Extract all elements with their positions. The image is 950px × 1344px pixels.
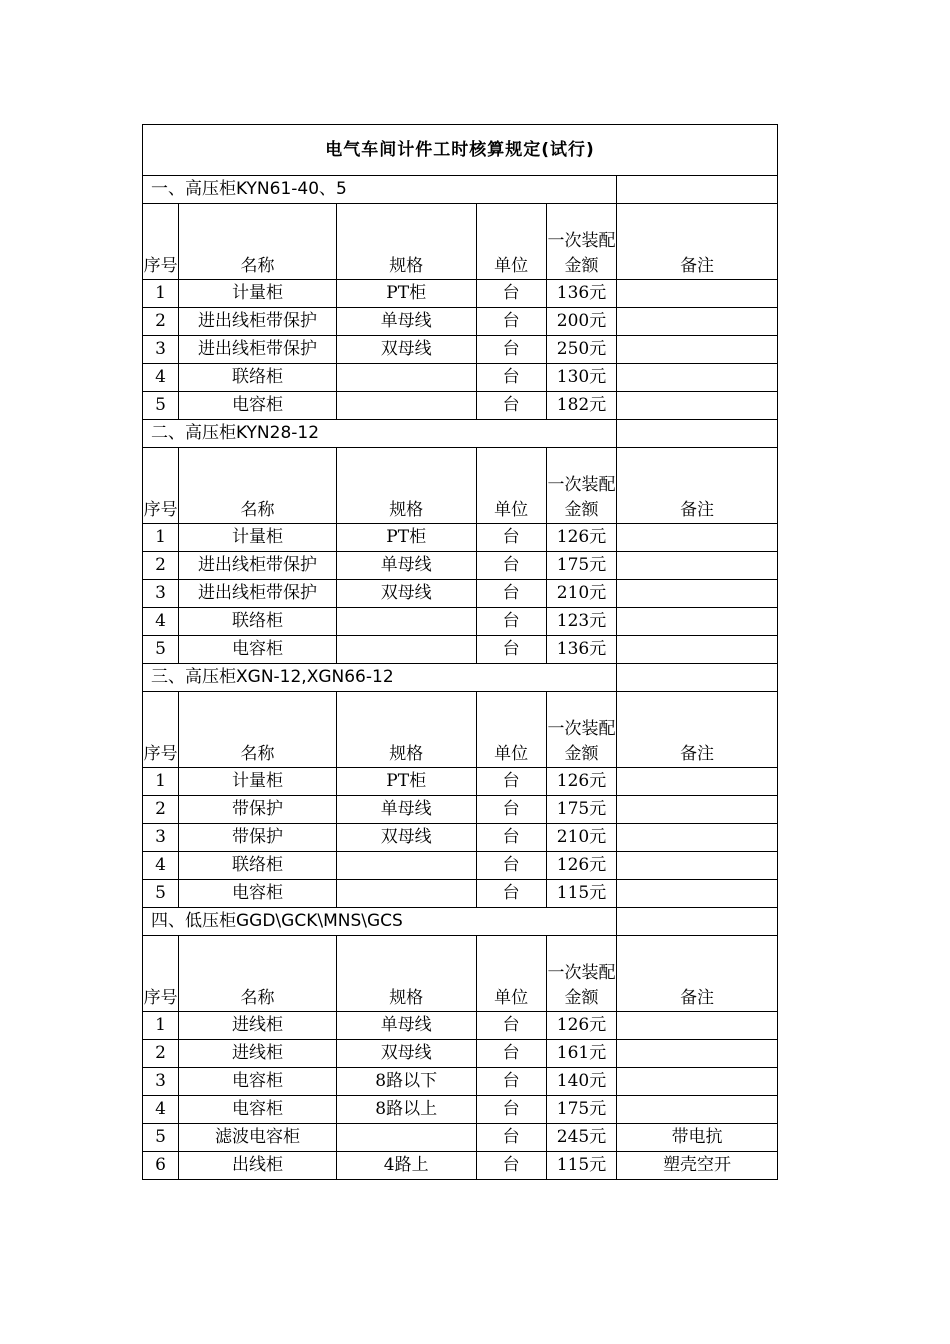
cell-unit: 台 bbox=[476, 336, 546, 364]
column-header-spec: 规格 bbox=[336, 204, 476, 280]
cell-seq: 2 bbox=[143, 1040, 179, 1068]
cell-seq: 2 bbox=[143, 308, 179, 336]
cell-seq: 5 bbox=[143, 636, 179, 664]
table-row bbox=[143, 824, 778, 852]
cell-spec: 双母线 bbox=[336, 580, 476, 608]
column-header-note: 备注 bbox=[617, 936, 778, 1012]
cell-seq: 4 bbox=[143, 1096, 179, 1124]
cell-unit: 台 bbox=[476, 1152, 546, 1180]
cell-note bbox=[617, 636, 778, 664]
table-row bbox=[143, 280, 778, 308]
cell-unit: 台 bbox=[476, 608, 546, 636]
cell-seq: 2 bbox=[143, 552, 179, 580]
table-row bbox=[143, 1012, 778, 1040]
cell-name: 计量柜 bbox=[179, 524, 337, 552]
cell-seq: 4 bbox=[143, 852, 179, 880]
title-row bbox=[143, 125, 778, 176]
cell-note bbox=[617, 336, 778, 364]
table-row bbox=[143, 768, 778, 796]
column-header-unit: 单位 bbox=[476, 448, 546, 524]
cell-name: 计量柜 bbox=[179, 768, 337, 796]
column-header-amount: 一次装配金额 bbox=[546, 204, 616, 280]
cell-name: 电容柜 bbox=[179, 636, 337, 664]
cell-spec: 双母线 bbox=[336, 1040, 476, 1068]
cell-unit: 台 bbox=[476, 1012, 546, 1040]
cell-amount: 115元 bbox=[546, 1152, 616, 1180]
table-row bbox=[143, 636, 778, 664]
cell-amount: 115元 bbox=[546, 880, 616, 908]
cell-note bbox=[617, 796, 778, 824]
column-header-name: 名称 bbox=[179, 204, 337, 280]
column-header-amount: 一次装配金额 bbox=[546, 448, 616, 524]
cell-spec: 单母线 bbox=[336, 1012, 476, 1040]
cell-name: 电容柜 bbox=[179, 880, 337, 908]
cell-name: 电容柜 bbox=[179, 1096, 337, 1124]
section-title: 一、高压柜KYN61-40、5 bbox=[143, 176, 617, 204]
cell-amount: 182元 bbox=[546, 392, 616, 420]
table-body bbox=[143, 125, 778, 1180]
cell-seq: 1 bbox=[143, 280, 179, 308]
column-header-unit: 单位 bbox=[476, 692, 546, 768]
column-header-unit: 单位 bbox=[476, 936, 546, 1012]
cell-unit: 台 bbox=[476, 1096, 546, 1124]
cell-unit: 台 bbox=[476, 824, 546, 852]
cell-note bbox=[617, 1096, 778, 1124]
cell-name: 进线柜 bbox=[179, 1012, 337, 1040]
cell-amount: 161元 bbox=[546, 1040, 616, 1068]
table-row bbox=[143, 524, 778, 552]
cell-note bbox=[617, 552, 778, 580]
cell-name: 联络柜 bbox=[179, 852, 337, 880]
table-row bbox=[143, 1040, 778, 1068]
cell-note bbox=[617, 364, 778, 392]
table-row bbox=[143, 1068, 778, 1096]
cell-spec bbox=[336, 392, 476, 420]
cell-note bbox=[617, 308, 778, 336]
section-title-blank-cell bbox=[617, 664, 778, 692]
cell-amount: 175元 bbox=[546, 796, 616, 824]
cell-seq: 4 bbox=[143, 608, 179, 636]
section-title-blank-cell bbox=[617, 176, 778, 204]
cell-unit: 台 bbox=[476, 524, 546, 552]
section-title-row bbox=[143, 176, 778, 204]
cell-amount: 175元 bbox=[546, 552, 616, 580]
cell-amount: 210元 bbox=[546, 824, 616, 852]
cell-seq: 6 bbox=[143, 1152, 179, 1180]
cell-seq: 4 bbox=[143, 364, 179, 392]
column-header-note: 备注 bbox=[617, 448, 778, 524]
cell-spec bbox=[336, 1124, 476, 1152]
cell-note: 带电抗 bbox=[617, 1124, 778, 1152]
cell-seq: 3 bbox=[143, 580, 179, 608]
cell-unit: 台 bbox=[476, 636, 546, 664]
cell-name: 电容柜 bbox=[179, 1068, 337, 1096]
cell-name: 联络柜 bbox=[179, 608, 337, 636]
cell-unit: 台 bbox=[476, 1124, 546, 1152]
cell-spec: PT柜 bbox=[336, 768, 476, 796]
labor-hour-table bbox=[142, 124, 778, 1180]
cell-amount: 126元 bbox=[546, 1012, 616, 1040]
cell-note bbox=[617, 280, 778, 308]
cell-seq: 5 bbox=[143, 1124, 179, 1152]
cell-spec: 4路上 bbox=[336, 1152, 476, 1180]
cell-note bbox=[617, 824, 778, 852]
cell-note bbox=[617, 524, 778, 552]
cell-seq: 2 bbox=[143, 796, 179, 824]
column-header-seq: 序号 bbox=[143, 692, 179, 768]
column-header-amount: 一次装配金额 bbox=[546, 936, 616, 1012]
cell-name: 进出线柜带保护 bbox=[179, 552, 337, 580]
column-header-spec: 规格 bbox=[336, 448, 476, 524]
cell-name: 电容柜 bbox=[179, 392, 337, 420]
cell-seq: 1 bbox=[143, 768, 179, 796]
table-row bbox=[143, 364, 778, 392]
cell-amount: 130元 bbox=[546, 364, 616, 392]
table-row bbox=[143, 1124, 778, 1152]
cell-amount: 126元 bbox=[546, 852, 616, 880]
cell-amount: 200元 bbox=[546, 308, 616, 336]
section-title-row bbox=[143, 664, 778, 692]
cell-amount: 245元 bbox=[546, 1124, 616, 1152]
table-row bbox=[143, 308, 778, 336]
table-row bbox=[143, 336, 778, 364]
table-row bbox=[143, 392, 778, 420]
cell-name: 带保护 bbox=[179, 796, 337, 824]
cell-unit: 台 bbox=[476, 1040, 546, 1068]
column-header-amount: 一次装配金额 bbox=[546, 692, 616, 768]
cell-spec: 8路以下 bbox=[336, 1068, 476, 1096]
cell-amount: 136元 bbox=[546, 636, 616, 664]
cell-name: 联络柜 bbox=[179, 364, 337, 392]
cell-unit: 台 bbox=[476, 308, 546, 336]
cell-seq: 3 bbox=[143, 824, 179, 852]
cell-spec bbox=[336, 880, 476, 908]
cell-note bbox=[617, 880, 778, 908]
column-header-row bbox=[143, 204, 778, 280]
table-row bbox=[143, 880, 778, 908]
cell-amount: 210元 bbox=[546, 580, 616, 608]
section-title: 四、低压柜GGD\GCK\MNS\GCS bbox=[143, 908, 617, 936]
column-header-row bbox=[143, 448, 778, 524]
cell-unit: 台 bbox=[476, 392, 546, 420]
column-header-name: 名称 bbox=[179, 936, 337, 1012]
cell-amount: 140元 bbox=[546, 1068, 616, 1096]
section-title-row bbox=[143, 420, 778, 448]
cell-unit: 台 bbox=[476, 796, 546, 824]
cell-unit: 台 bbox=[476, 1068, 546, 1096]
column-header-row bbox=[143, 936, 778, 1012]
table-row bbox=[143, 580, 778, 608]
cell-name: 带保护 bbox=[179, 824, 337, 852]
cell-spec bbox=[336, 852, 476, 880]
table-row bbox=[143, 552, 778, 580]
column-header-seq: 序号 bbox=[143, 204, 179, 280]
cell-spec bbox=[336, 364, 476, 392]
cell-name: 进出线柜带保护 bbox=[179, 308, 337, 336]
cell-spec: 单母线 bbox=[336, 796, 476, 824]
cell-note bbox=[617, 392, 778, 420]
cell-spec: 双母线 bbox=[336, 824, 476, 852]
cell-seq: 1 bbox=[143, 1012, 179, 1040]
cell-name: 进线柜 bbox=[179, 1040, 337, 1068]
table-row bbox=[143, 1096, 778, 1124]
column-header-seq: 序号 bbox=[143, 448, 179, 524]
cell-amount: 175元 bbox=[546, 1096, 616, 1124]
cell-spec: 单母线 bbox=[336, 308, 476, 336]
cell-amount: 136元 bbox=[546, 280, 616, 308]
cell-note bbox=[617, 1012, 778, 1040]
section-title-blank-cell bbox=[617, 908, 778, 936]
cell-name: 出线柜 bbox=[179, 1152, 337, 1180]
cell-spec: PT柜 bbox=[336, 280, 476, 308]
cell-amount: 123元 bbox=[546, 608, 616, 636]
column-header-seq: 序号 bbox=[143, 936, 179, 1012]
column-header-spec: 规格 bbox=[336, 692, 476, 768]
cell-note bbox=[617, 768, 778, 796]
cell-spec: 双母线 bbox=[336, 336, 476, 364]
cell-spec bbox=[336, 608, 476, 636]
cell-seq: 5 bbox=[143, 880, 179, 908]
cell-name: 计量柜 bbox=[179, 280, 337, 308]
section-title: 二、高压柜KYN28-12 bbox=[143, 420, 617, 448]
table-row bbox=[143, 1152, 778, 1180]
cell-name: 滤波电容柜 bbox=[179, 1124, 337, 1152]
section-title-row bbox=[143, 908, 778, 936]
column-header-note: 备注 bbox=[617, 204, 778, 280]
cell-note bbox=[617, 1068, 778, 1096]
cell-unit: 台 bbox=[476, 768, 546, 796]
cell-note bbox=[617, 580, 778, 608]
page-title: 电气车间计件工时核算规定(试行) bbox=[143, 125, 778, 176]
cell-note bbox=[617, 608, 778, 636]
column-header-spec: 规格 bbox=[336, 936, 476, 1012]
cell-name: 进出线柜带保护 bbox=[179, 580, 337, 608]
cell-amount: 126元 bbox=[546, 524, 616, 552]
column-header-name: 名称 bbox=[179, 692, 337, 768]
table-row bbox=[143, 852, 778, 880]
cell-seq: 3 bbox=[143, 1068, 179, 1096]
column-header-unit: 单位 bbox=[476, 204, 546, 280]
cell-note: 塑壳空开 bbox=[617, 1152, 778, 1180]
column-header-row bbox=[143, 692, 778, 768]
section-title-blank-cell bbox=[617, 420, 778, 448]
cell-unit: 台 bbox=[476, 280, 546, 308]
column-header-note: 备注 bbox=[617, 692, 778, 768]
section-title: 三、高压柜XGN-12,XGN66-12 bbox=[143, 664, 617, 692]
cell-seq: 3 bbox=[143, 336, 179, 364]
cell-seq: 5 bbox=[143, 392, 179, 420]
cell-spec: PT柜 bbox=[336, 524, 476, 552]
cell-spec: 单母线 bbox=[336, 552, 476, 580]
cell-unit: 台 bbox=[476, 580, 546, 608]
cell-unit: 台 bbox=[476, 880, 546, 908]
table-row bbox=[143, 796, 778, 824]
table-row bbox=[143, 608, 778, 636]
cell-note bbox=[617, 852, 778, 880]
cell-unit: 台 bbox=[476, 364, 546, 392]
cell-spec bbox=[336, 636, 476, 664]
cell-note bbox=[617, 1040, 778, 1068]
cell-amount: 250元 bbox=[546, 336, 616, 364]
cell-unit: 台 bbox=[476, 552, 546, 580]
cell-seq: 1 bbox=[143, 524, 179, 552]
column-header-name: 名称 bbox=[179, 448, 337, 524]
cell-unit: 台 bbox=[476, 852, 546, 880]
cell-name: 进出线柜带保护 bbox=[179, 336, 337, 364]
cell-amount: 126元 bbox=[546, 768, 616, 796]
cell-spec: 8路以上 bbox=[336, 1096, 476, 1124]
